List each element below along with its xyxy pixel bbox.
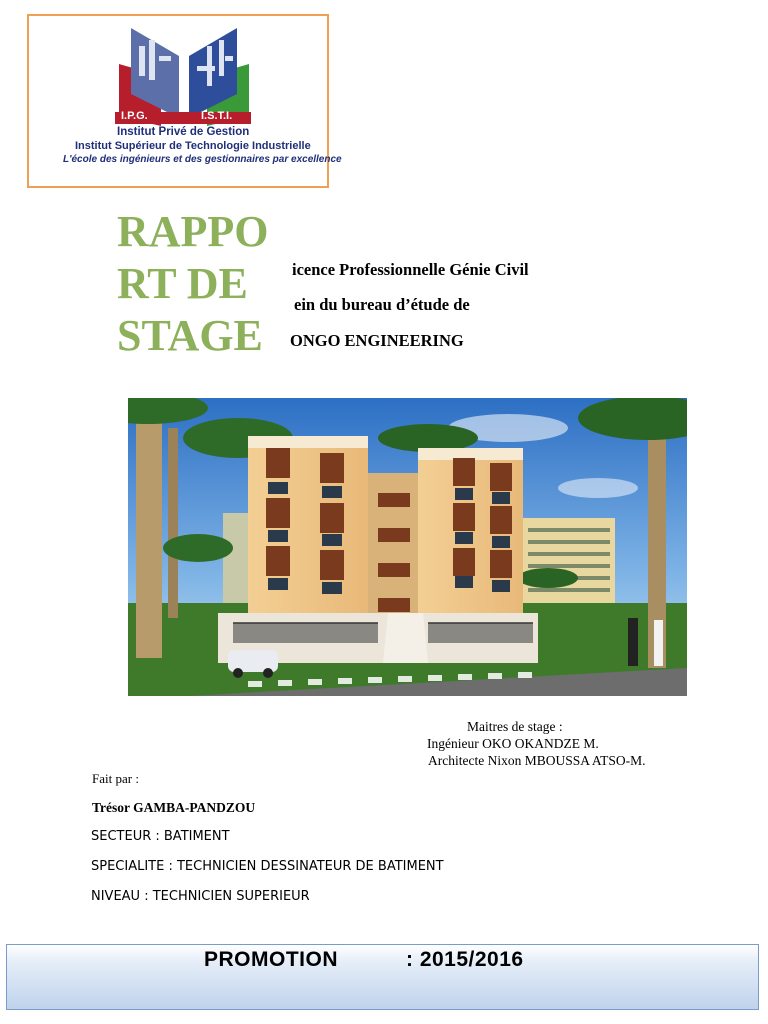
promotion-label: PROMOTION (204, 948, 338, 971)
subtitle-line-2: ein du bureau d’étude de (294, 295, 470, 314)
report-title-line-1: RAPPO (117, 207, 269, 256)
report-title-line-2: RT DE (117, 259, 248, 308)
subtitle-line-1: icence Professionnelle Génie Civil (292, 260, 529, 279)
logo-line-3: L'école des ingénieurs et des gestionnaires par excellence (63, 154, 342, 165)
logo-abbr-left: I.P.G. (121, 110, 148, 122)
promotion-banner (6, 944, 759, 1010)
author-name: Trésor GAMBA-PANDZOU (92, 800, 256, 815)
sector-line: SECTEUR : BATIMENT (91, 829, 230, 844)
specialty-line: SPECIALITE : TECHNICIEN DESSINATEUR DE BATIMENT (91, 859, 444, 874)
logo-line-2: Institut Supérieur de Technologie Industrielle (75, 140, 311, 152)
logo-abbr-right: I.S.T.I. (201, 110, 233, 122)
promotion-value: : 2015/2016 (406, 948, 524, 971)
author-label: Fait par : (92, 771, 139, 786)
supervisor-architect: Architecte Nixon MBOUSSA ATSO-M. (428, 753, 646, 768)
level-line: NIVEAU : TECHNICIEN SUPERIEUR (91, 889, 310, 904)
supervisors-heading: Maitres de stage : (467, 719, 563, 734)
logo-line-1: Institut Privé de Gestion (117, 126, 250, 138)
school-logo (27, 14, 342, 188)
report-title-line-3: STAGE (117, 311, 263, 360)
subtitle-line-3: ONGO ENGINEERING (290, 331, 464, 350)
building-rendering (128, 398, 687, 696)
supervisor-engineer: Ingénieur OKO OKANDZE M. (427, 736, 599, 751)
